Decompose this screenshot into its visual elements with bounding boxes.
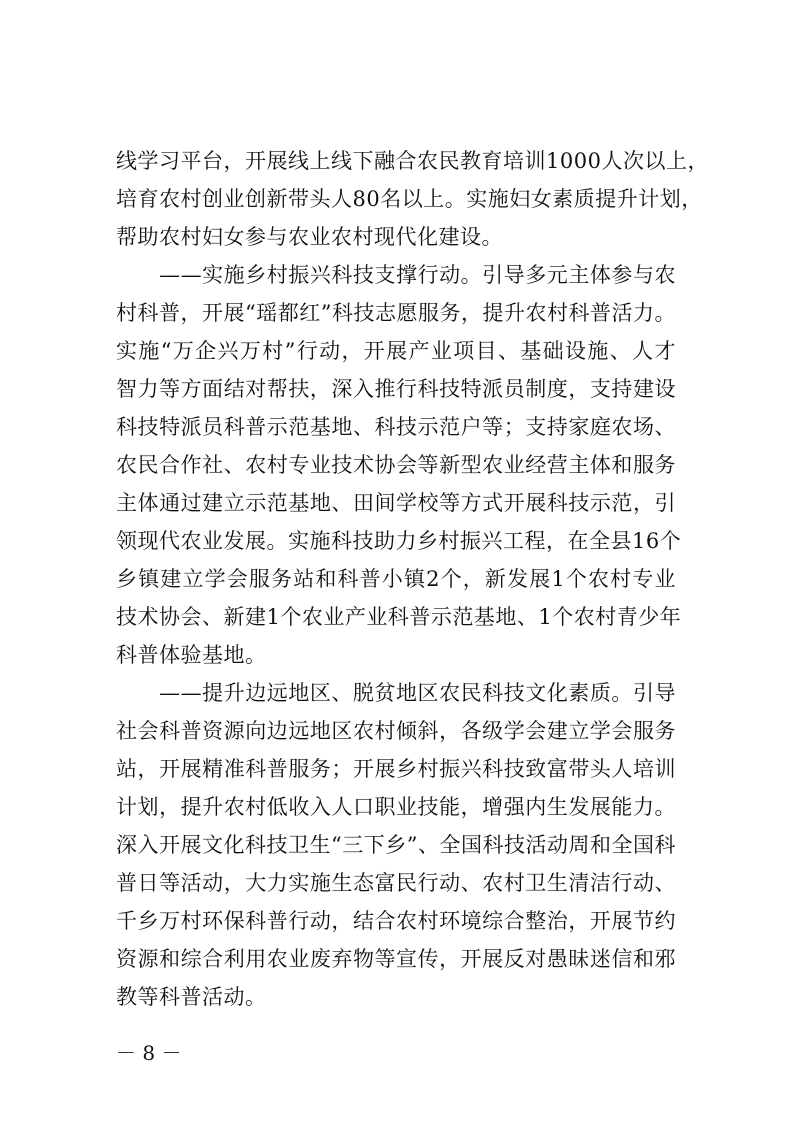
text-line: 领现代农业发展。实施科技助力乡村振兴工程，在全县16个 bbox=[116, 529, 682, 553]
text-line: 实施“万企兴万村”行动，开展产业项目、基础设施、人才 bbox=[116, 339, 676, 363]
text-line: 教等科普活动。 bbox=[116, 985, 267, 1009]
text-line: 主体通过建立示范基地、田间学校等方式开展科技示范，引 bbox=[116, 491, 676, 515]
text-line: 站，开展精准科普服务；开展乡村振兴科技致富带头人培训 bbox=[116, 757, 676, 781]
text-line: 普日等活动，大力实施生态富民行动、农村卫生清洁行动、 bbox=[116, 871, 676, 895]
text-line: 技术协会、新建1个农业产业科普示范基地、1个农村青少年 bbox=[116, 605, 682, 629]
text-line: 千乡万村环保科普行动，结合农村环境综合整治，开展节约 bbox=[116, 909, 676, 933]
text-line: 农民合作社、农村专业技术协会等新型农业经营主体和服务 bbox=[116, 453, 676, 477]
text-line: 资源和综合利用农业废弃物等宣传，开展反对愚昧迷信和邪 bbox=[116, 947, 676, 971]
text-line: 科技特派员科普示范基地、科技示范户等；支持家庭农场、 bbox=[116, 415, 676, 439]
text-line: 深入开展文化科技卫生“三下乡”、全国科技活动周和全国科 bbox=[116, 833, 676, 857]
text-line: ——实施乡村振兴科技支撑行动。引导多元主体参与农 bbox=[116, 263, 676, 287]
text-line: 社会科普资源向边远地区农村倾斜，各级学会建立学会服务 bbox=[116, 719, 676, 743]
text-line: 村科普，开展“瑶都红”科技志愿服务，提升农村科普活力。 bbox=[116, 301, 676, 325]
text-line: 计划，提升农村低收入人口职业技能，增强内生发展能力。 bbox=[116, 795, 676, 819]
text-line: 培育农村创业创新带头人80名以上。实施妇女素质提升计划， bbox=[116, 187, 703, 211]
text-line: 帮助农村妇女参与农业农村现代化建设。 bbox=[116, 225, 503, 249]
text-line: ——提升边远地区、脱贫地区农民科技文化素质。引导 bbox=[116, 681, 676, 705]
page-number: － 8 － bbox=[116, 1041, 182, 1065]
text-line: 乡镇建立学会服务站和科普小镇2个，新发展1个农村专业 bbox=[116, 567, 676, 591]
text-line: 线学习平台，开展线上线下融合农民教育培训1000人次以上， bbox=[116, 149, 709, 173]
text-line: 科普体验基地。 bbox=[116, 643, 267, 667]
text-line: 智力等方面结对帮扶，深入推行科技特派员制度，支持建设 bbox=[116, 377, 676, 401]
